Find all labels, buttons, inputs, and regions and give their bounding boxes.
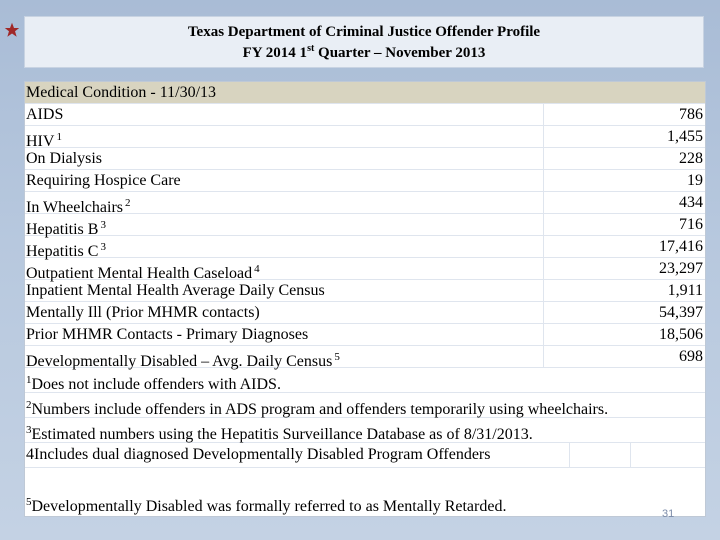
empty-cell bbox=[570, 443, 631, 467]
condition-label: Hepatitis B $^3$ bbox=[25, 214, 544, 235]
table-row bbox=[25, 258, 705, 280]
table-row bbox=[25, 280, 705, 302]
condition-label: Outpatient Mental Health Caseload $^4$ bbox=[25, 258, 544, 279]
condition-count: 1,455 bbox=[667, 128, 703, 145]
footnote bbox=[25, 418, 705, 443]
footnote-number: 5 bbox=[26, 496, 32, 508]
footnote-ref: 3 bbox=[100, 219, 106, 231]
condition-label: Requiring Hospice Care bbox=[25, 170, 544, 191]
table-row bbox=[25, 170, 705, 192]
slide-header bbox=[24, 16, 704, 68]
footnote-text: Does not include offenders with AIDS. bbox=[31, 376, 281, 393]
condition-label: Mentally Ill (Prior MHMR contacts) bbox=[25, 302, 544, 323]
footnote-number: 4 bbox=[26, 446, 34, 463]
footnote-number: 1 bbox=[26, 374, 32, 386]
condition-count: 17,416 bbox=[659, 238, 703, 255]
condition-label: HIV $^1$ bbox=[25, 126, 544, 147]
footnote-text: Includes dual diagnosed Developmentally Disabled Program Offenders bbox=[34, 446, 491, 463]
page-number: 31 bbox=[662, 508, 675, 520]
condition-count: 54,397 bbox=[659, 304, 703, 321]
star-icon bbox=[4, 22, 20, 38]
condition-label: On Dialysis bbox=[25, 148, 544, 169]
footnote bbox=[25, 443, 705, 468]
condition-count: 19 bbox=[687, 172, 703, 189]
condition-count: 23,297 bbox=[659, 260, 703, 277]
condition-count: 1,911 bbox=[667, 282, 703, 299]
condition-label: In Wheelchairs $^2$ bbox=[25, 192, 544, 213]
table-row bbox=[25, 302, 705, 324]
condition-count: 434 bbox=[679, 194, 703, 211]
table-row bbox=[25, 126, 705, 148]
condition-count: 716 bbox=[679, 216, 703, 233]
condition-count: 18,506 bbox=[659, 326, 703, 343]
footnote bbox=[25, 468, 705, 516]
footnote bbox=[25, 368, 705, 393]
footnote-ref: 5 bbox=[334, 351, 340, 363]
condition-label: Prior MHMR Contacts - Primary Diagnoses bbox=[25, 324, 544, 345]
footnote-text: Developmentally Disabled was formally referred to as Mentally Retarded. bbox=[31, 498, 507, 515]
footnote-text: Numbers include offenders in ADS program and offenders temporarily using wheelchairs. bbox=[31, 401, 609, 418]
footnote-ref: 1 bbox=[56, 131, 62, 143]
footnote-ref: 3 bbox=[100, 241, 106, 253]
table-row bbox=[25, 104, 705, 126]
footnote-number: 2 bbox=[26, 399, 32, 411]
header-title: Texas Department of Criminal Justice Offender Profile bbox=[187, 24, 541, 40]
table-title-row bbox=[25, 82, 705, 104]
table-row bbox=[25, 346, 705, 368]
footnote-text: Estimated numbers using the Hepatitis Surveillance Database as of 8/31/2013. bbox=[31, 426, 533, 443]
footnote bbox=[25, 393, 705, 418]
footnote-number: 3 bbox=[26, 424, 32, 436]
table-row bbox=[25, 192, 705, 214]
medical-condition-table bbox=[24, 81, 706, 517]
footnote-ref: 2 bbox=[125, 197, 131, 209]
table-title: Medical Condition - 11/30/13 bbox=[26, 84, 217, 101]
table-row bbox=[25, 214, 705, 236]
table-row bbox=[25, 148, 705, 170]
condition-count: 228 bbox=[679, 150, 703, 167]
header-subtitle: FY 2014 1st Quarter – November 2013 bbox=[242, 43, 486, 61]
table-row bbox=[25, 324, 705, 346]
condition-label: Developmentally Disabled – Avg. Daily Census $^5$ bbox=[25, 346, 544, 367]
condition-count: 698 bbox=[679, 348, 703, 365]
table-row bbox=[25, 236, 705, 258]
condition-label: Inpatient Mental Health Average Daily Census bbox=[25, 280, 544, 301]
condition-label: Hepatitis C $^3$ bbox=[25, 236, 544, 257]
footnote-ref: 4 bbox=[254, 263, 260, 275]
condition-count: 786 bbox=[679, 106, 703, 123]
condition-label: AIDS bbox=[25, 104, 544, 125]
